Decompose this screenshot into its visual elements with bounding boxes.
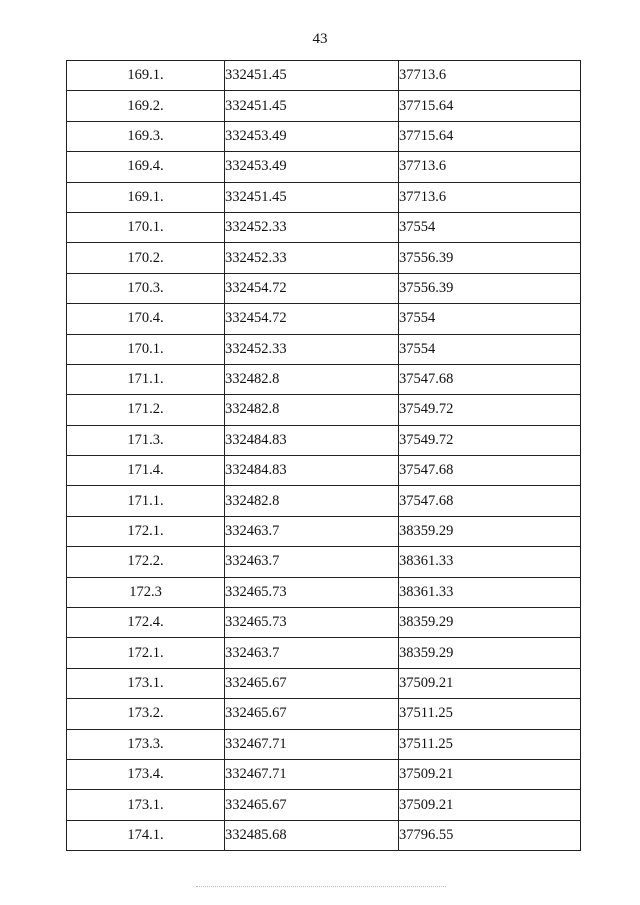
y-coordinate-cell: 37511.25 bbox=[399, 699, 581, 729]
x-coordinate-cell: 332467.71 bbox=[225, 759, 399, 789]
y-coordinate-cell: 37556.39 bbox=[399, 273, 581, 303]
table-row bbox=[67, 91, 581, 121]
table-row bbox=[67, 820, 581, 850]
x-coordinate-cell: 332465.67 bbox=[225, 699, 399, 729]
x-coordinate-cell: 332451.45 bbox=[225, 91, 399, 121]
table-row bbox=[67, 759, 581, 789]
point-id-cell: 171.1. bbox=[67, 486, 225, 516]
point-id-cell: 173.1. bbox=[67, 790, 225, 820]
table-row bbox=[67, 152, 581, 182]
y-coordinate-cell: 37509.21 bbox=[399, 759, 581, 789]
y-coordinate-cell: 37511.25 bbox=[399, 729, 581, 759]
x-coordinate-cell: 332454.72 bbox=[225, 304, 399, 334]
y-coordinate-cell: 37509.21 bbox=[399, 668, 581, 698]
x-coordinate-cell: 332452.33 bbox=[225, 243, 399, 273]
point-id-cell: 169.2. bbox=[67, 91, 225, 121]
table-row bbox=[67, 364, 581, 394]
coordinates-table-body bbox=[67, 61, 581, 851]
x-coordinate-cell: 332453.49 bbox=[225, 121, 399, 151]
x-coordinate-cell: 332485.68 bbox=[225, 820, 399, 850]
y-coordinate-cell: 37547.68 bbox=[399, 486, 581, 516]
point-id-cell: 170.4. bbox=[67, 304, 225, 334]
table-row bbox=[67, 61, 581, 91]
y-coordinate-cell: 37549.72 bbox=[399, 395, 581, 425]
table-row bbox=[67, 121, 581, 151]
x-coordinate-cell: 332465.73 bbox=[225, 608, 399, 638]
point-id-cell: 171.2. bbox=[67, 395, 225, 425]
point-id-cell: 170.3. bbox=[67, 273, 225, 303]
point-id-cell: 169.1. bbox=[67, 182, 225, 212]
y-coordinate-cell: 38361.33 bbox=[399, 547, 581, 577]
table-row bbox=[67, 608, 581, 638]
table-row bbox=[67, 212, 581, 242]
point-id-cell: 172.1. bbox=[67, 638, 225, 668]
table-row bbox=[67, 486, 581, 516]
x-coordinate-cell: 332482.8 bbox=[225, 395, 399, 425]
coordinates-table bbox=[66, 60, 581, 851]
x-coordinate-cell: 332484.83 bbox=[225, 425, 399, 455]
table-row bbox=[67, 790, 581, 820]
point-id-cell: 171.1. bbox=[67, 364, 225, 394]
point-id-cell: 170.2. bbox=[67, 243, 225, 273]
table-row bbox=[67, 334, 581, 364]
point-id-cell: 172.2. bbox=[67, 547, 225, 577]
point-id-cell: 172.1. bbox=[67, 516, 225, 546]
x-coordinate-cell: 332465.67 bbox=[225, 790, 399, 820]
table-row bbox=[67, 304, 581, 334]
y-coordinate-cell: 38359.29 bbox=[399, 516, 581, 546]
point-id-cell: 173.3. bbox=[67, 729, 225, 759]
bottom-rule bbox=[196, 886, 446, 887]
point-id-cell: 169.1. bbox=[67, 61, 225, 91]
point-id-cell: 172.3 bbox=[67, 577, 225, 607]
table-row bbox=[67, 456, 581, 486]
point-id-cell: 170.1. bbox=[67, 212, 225, 242]
point-id-cell: 171.3. bbox=[67, 425, 225, 455]
point-id-cell: 170.1. bbox=[67, 334, 225, 364]
x-coordinate-cell: 332452.33 bbox=[225, 212, 399, 242]
point-id-cell: 169.4. bbox=[67, 152, 225, 182]
y-coordinate-cell: 37713.6 bbox=[399, 182, 581, 212]
x-coordinate-cell: 332452.33 bbox=[225, 334, 399, 364]
point-id-cell: 173.2. bbox=[67, 699, 225, 729]
table-row bbox=[67, 638, 581, 668]
y-coordinate-cell: 37713.6 bbox=[399, 152, 581, 182]
y-coordinate-cell: 37554 bbox=[399, 334, 581, 364]
x-coordinate-cell: 332484.83 bbox=[225, 456, 399, 486]
y-coordinate-cell: 37509.21 bbox=[399, 790, 581, 820]
point-id-cell: 173.1. bbox=[67, 668, 225, 698]
table-row bbox=[67, 729, 581, 759]
y-coordinate-cell: 38359.29 bbox=[399, 608, 581, 638]
point-id-cell: 172.4. bbox=[67, 608, 225, 638]
table-row bbox=[67, 516, 581, 546]
table-row bbox=[67, 243, 581, 273]
table-row bbox=[67, 577, 581, 607]
x-coordinate-cell: 332451.45 bbox=[225, 182, 399, 212]
y-coordinate-cell: 37715.64 bbox=[399, 121, 581, 151]
x-coordinate-cell: 332482.8 bbox=[225, 364, 399, 394]
table-row bbox=[67, 547, 581, 577]
table-row bbox=[67, 668, 581, 698]
y-coordinate-cell: 37556.39 bbox=[399, 243, 581, 273]
x-coordinate-cell: 332463.7 bbox=[225, 516, 399, 546]
y-coordinate-cell: 37547.68 bbox=[399, 456, 581, 486]
x-coordinate-cell: 332453.49 bbox=[225, 152, 399, 182]
table-row bbox=[67, 699, 581, 729]
y-coordinate-cell: 37547.68 bbox=[399, 364, 581, 394]
table-row bbox=[67, 425, 581, 455]
point-id-cell: 173.4. bbox=[67, 759, 225, 789]
y-coordinate-cell: 37554 bbox=[399, 304, 581, 334]
x-coordinate-cell: 332463.7 bbox=[225, 547, 399, 577]
point-id-cell: 171.4. bbox=[67, 456, 225, 486]
y-coordinate-cell: 37715.64 bbox=[399, 91, 581, 121]
x-coordinate-cell: 332465.67 bbox=[225, 668, 399, 698]
x-coordinate-cell: 332465.73 bbox=[225, 577, 399, 607]
y-coordinate-cell: 37796.55 bbox=[399, 820, 581, 850]
point-id-cell: 169.3. bbox=[67, 121, 225, 151]
x-coordinate-cell: 332482.8 bbox=[225, 486, 399, 516]
y-coordinate-cell: 37549.72 bbox=[399, 425, 581, 455]
x-coordinate-cell: 332451.45 bbox=[225, 61, 399, 91]
point-id-cell: 174.1. bbox=[67, 820, 225, 850]
x-coordinate-cell: 332463.7 bbox=[225, 638, 399, 668]
y-coordinate-cell: 37713.6 bbox=[399, 61, 581, 91]
y-coordinate-cell: 38361.33 bbox=[399, 577, 581, 607]
table-row bbox=[67, 182, 581, 212]
y-coordinate-cell: 37554 bbox=[399, 212, 581, 242]
table-row bbox=[67, 395, 581, 425]
table-row bbox=[67, 273, 581, 303]
x-coordinate-cell: 332454.72 bbox=[225, 273, 399, 303]
y-coordinate-cell: 38359.29 bbox=[399, 638, 581, 668]
x-coordinate-cell: 332467.71 bbox=[225, 729, 399, 759]
page-number: 43 bbox=[312, 31, 328, 47]
